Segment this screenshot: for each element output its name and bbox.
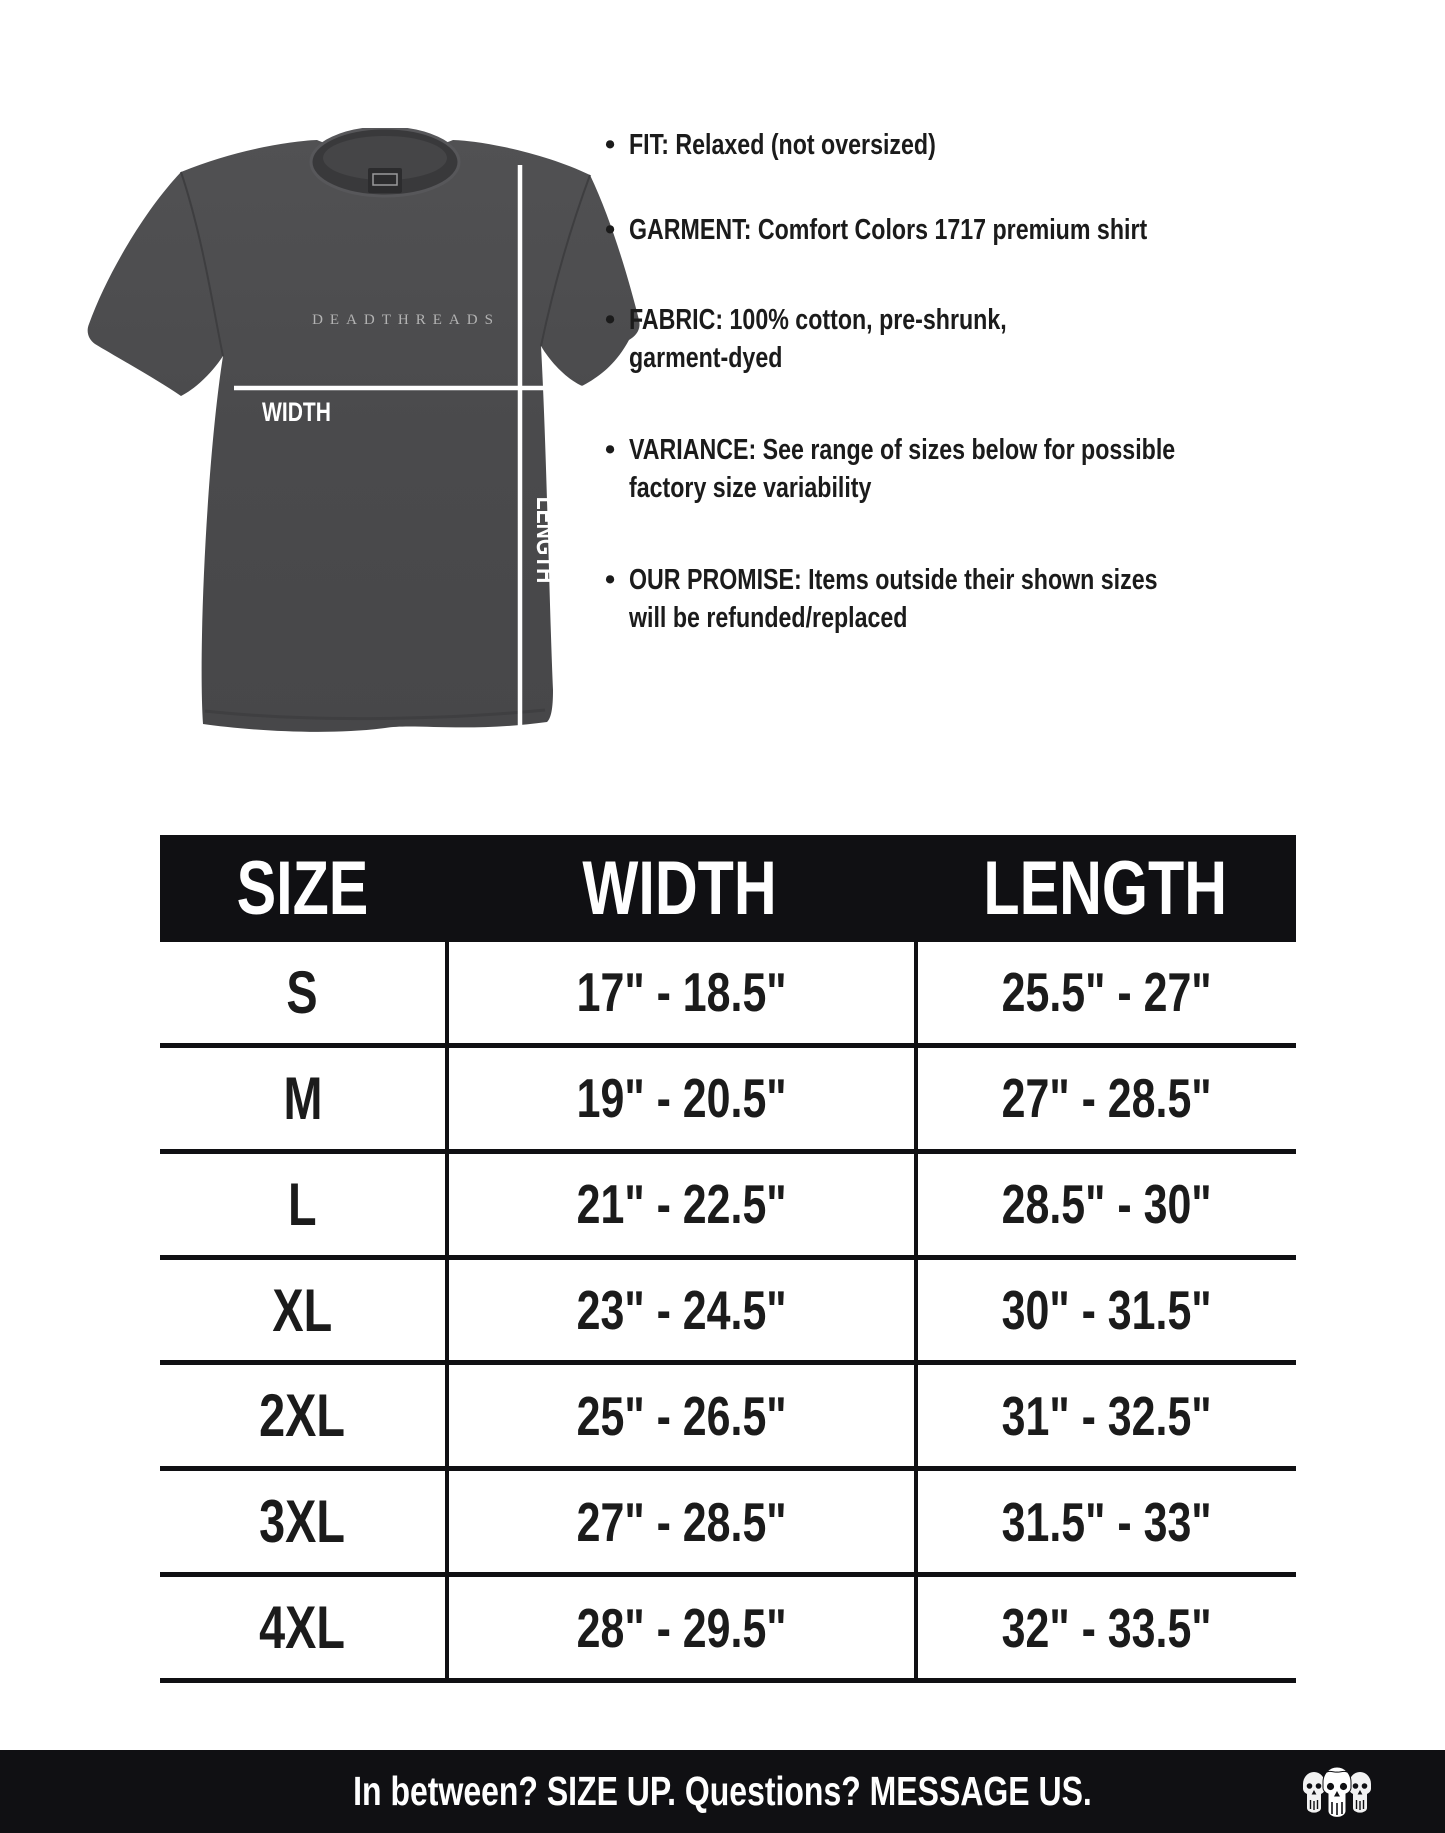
cell-size: 2XL — [259, 1382, 346, 1450]
cell-length: 32" - 33.5" — [914, 1577, 1296, 1678]
svg-text:WIDTH: WIDTH — [262, 397, 331, 428]
spec-line-2: garment-dyed — [629, 342, 783, 374]
cell-width: 19" - 20.5" — [445, 1048, 914, 1149]
cell-size: S — [286, 958, 319, 1026]
spec-fit — [605, 126, 1305, 164]
svg-text:LENGTH: LENGTH — [530, 496, 561, 584]
size-table-header — [160, 835, 1296, 942]
cell-length: 31.5" - 33" — [914, 1471, 1296, 1572]
spec-line-2: factory size variability — [629, 472, 872, 504]
brand-print: DEADTHREADS — [312, 312, 500, 328]
spec-line: • VARIANCE: See range of sizes below for possible — [629, 434, 1176, 466]
table-row-l — [160, 1149, 1296, 1255]
cell-width: 21" - 22.5" — [445, 1154, 914, 1255]
footer-message: In between? SIZE UP. Questions? MESSAGE US. — [353, 1768, 1092, 1814]
cell-size: 4XL — [259, 1594, 346, 1662]
spec-variance — [605, 431, 1305, 507]
spec-line: • FIT: Relaxed (not oversized) — [629, 129, 936, 161]
tshirt-figure — [85, 128, 640, 745]
header-width: WIDTH — [582, 846, 777, 931]
table-row-s — [160, 942, 1296, 1043]
spec-fabric — [605, 301, 1305, 377]
cell-width: 23" - 24.5" — [445, 1260, 914, 1361]
cell-width: 28" - 29.5" — [445, 1577, 914, 1678]
spec-garment — [605, 211, 1305, 249]
three-skulls-icon — [1297, 1762, 1377, 1822]
cell-width: 17" - 18.5" — [445, 942, 914, 1043]
cell-length: 25.5" - 27" — [914, 942, 1296, 1043]
cell-length: 28.5" - 30" — [914, 1154, 1296, 1255]
cell-width: 25" - 26.5" — [445, 1365, 914, 1466]
tshirt-silhouette — [88, 140, 640, 732]
spec-line: • FABRIC: 100% cotton, pre-shrunk, — [629, 304, 1007, 336]
cell-length: 27" - 28.5" — [914, 1048, 1296, 1149]
cell-length: 31" - 32.5" — [914, 1365, 1296, 1466]
skull-right — [1349, 1772, 1371, 1813]
cell-width: 27" - 28.5" — [445, 1471, 914, 1572]
cell-size: 3XL — [259, 1488, 346, 1556]
table-row-2xl — [160, 1360, 1296, 1466]
size-table — [160, 835, 1296, 1683]
spec-line-2: will be refunded/replaced — [629, 602, 908, 634]
cell-size: XL — [272, 1276, 333, 1344]
header-size: SIZE — [236, 846, 369, 931]
cell-length: 30" - 31.5" — [914, 1260, 1296, 1361]
table-row-3xl — [160, 1466, 1296, 1572]
spec-line: • OUR PROMISE: Items outside their shown sizes — [629, 564, 1158, 596]
skull-left — [1303, 1772, 1325, 1813]
tshirt-graphic — [85, 128, 640, 745]
cell-size: M — [282, 1064, 322, 1132]
table-row-4xl — [160, 1572, 1296, 1678]
footer-bar — [0, 1750, 1445, 1833]
table-row-m — [160, 1043, 1296, 1149]
spec-promise — [605, 561, 1305, 637]
header-length: LENGTH — [983, 846, 1227, 931]
cell-size: L — [288, 1170, 317, 1238]
table-row-xl — [160, 1255, 1296, 1361]
spec-line: • GARMENT: Comfort Colors 1717 premium shirt — [629, 214, 1148, 246]
width-line-label — [262, 398, 331, 428]
length-line-label — [530, 497, 560, 584]
size-table-body — [160, 942, 1296, 1683]
skull-center — [1323, 1767, 1351, 1817]
